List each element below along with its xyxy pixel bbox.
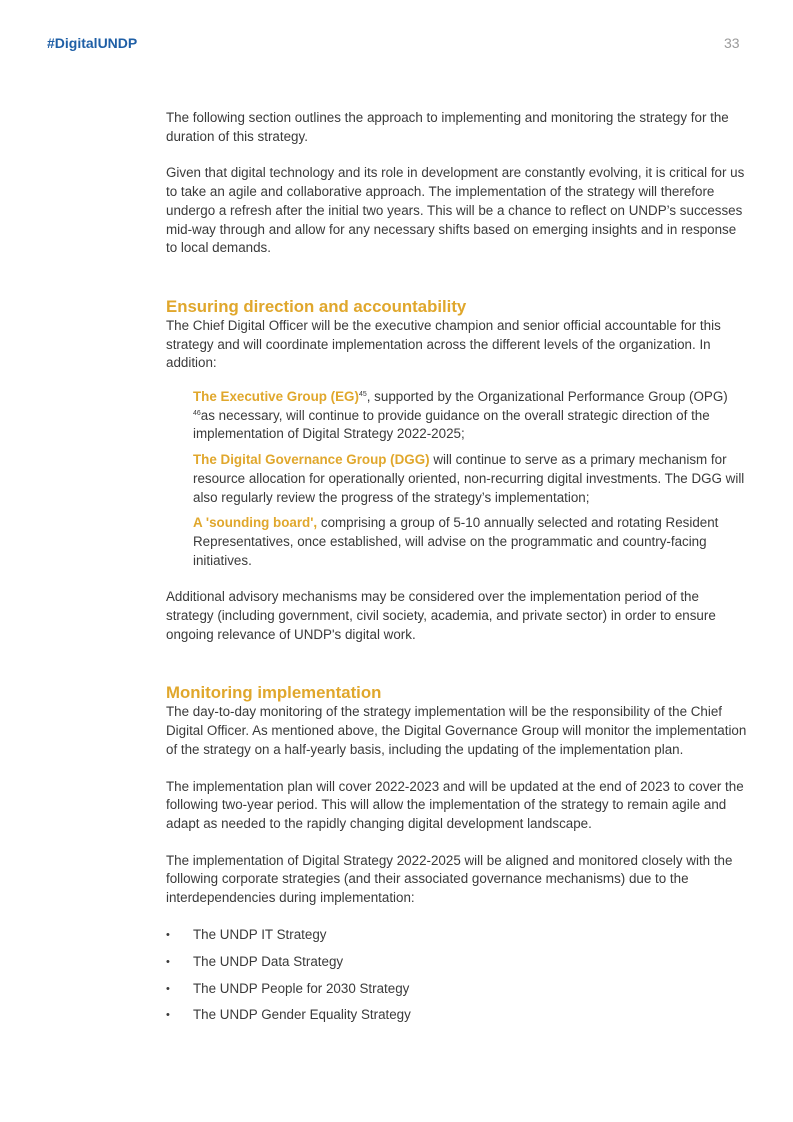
item-text: , supported by the Organizational Performance Group (OPG)	[366, 389, 728, 405]
monitoring-paragraph: The implementation of Digital Strategy 2022-2025 will be aligned and monitored closely with the following corporate strategies (and their associated governance mechanisms) due to the interdependencies during implementation:	[166, 852, 733, 906]
page-number: 33	[724, 35, 740, 51]
main-content	[166, 109, 748, 1033]
item-label: The Digital Governance Group (DGG)	[193, 452, 430, 468]
strategy-list	[166, 926, 748, 1025]
item-text: as necessary, will continue to provide guidance on the overall strategic direction of the implementation of Digital Strategy 2022-2025;	[193, 407, 710, 442]
item-label: A 'sounding board',	[193, 515, 318, 531]
item-text: comprising a group of 5-10 annually selected and rotating Resident Representatives, once established, will advise on the programmatic and country-facing initiatives.	[193, 515, 719, 568]
footnote-ref[interactable]: 46	[193, 409, 201, 417]
monitoring-paragraph: The implementation plan will cover 2022-2023 and will be updated at the end of 2023 to cover the following two-year period. This will allow the implementation of the strategy to remain agile and adapt as needed to the rapidly changing digital development landscape.	[166, 778, 744, 831]
list-item: • The UNDP Gender Equality Strategy	[166, 1006, 748, 1025]
direction-section	[166, 296, 748, 645]
footnote-ref[interactable]: 45	[358, 391, 367, 399]
item-text: will continue to serve as a primary mechanism for resource allocation for operationally oriented, non-recurring digital investments. The DGG will also regularly review the progress of the strategy’s implementation;	[193, 452, 745, 505]
governance-item	[193, 451, 748, 507]
monitoring-section	[166, 682, 748, 1025]
section-outro: Additional advisory mechanisms may be considered over the implementation period of the strategy (including government, civil society, academia, and private sector) in order to ensure ongoing relevance of UNDP's digital work.	[166, 589, 716, 642]
list-item: • The UNDP IT Strategy	[166, 926, 748, 945]
item-label: The Executive Group (EG)	[193, 389, 359, 405]
governance-list	[193, 388, 748, 570]
intro-paragraph: The following section outlines the approach to implementing and monitoring the strategy for the duration of this strategy.	[166, 110, 729, 144]
monitoring-paragraph: The day-to-day monitoring of the strategy implementation will be the responsibility of the Chief Digital Officer. As mentioned above, the Digital Governance Group will monitor the implementation of the strategy on a half-yearly basis, including the updating of the implementation plan.	[166, 704, 747, 757]
governance-item	[193, 514, 748, 570]
governance-item	[193, 388, 748, 444]
section-heading: Ensuring direction and accountability	[166, 296, 467, 316]
section-heading: Monitoring implementation	[166, 683, 382, 703]
section-intro: The Chief Digital Officer will be the executive champion and senior official accountable for this strategy and will coordinate implementation across the different levels of the organization. In addition:	[166, 317, 721, 371]
list-item: • The UNDP People for 2030 Strategy	[166, 980, 748, 999]
list-item: • The UNDP Data Strategy	[166, 953, 748, 972]
intro-paragraph: Given that digital technology and its role in development are constantly evolving, it is critical for us to take an agile and collaborative approach. The implementation of the strategy will therefore undergo a refresh after the initial two years. This will be a chance to reflect on UNDP’s successes mid-way through and allow for any necessary shifts based on emerging insights and in response to local demands.	[166, 165, 745, 256]
hashtag-header: #DigitalUNDP	[47, 35, 138, 51]
